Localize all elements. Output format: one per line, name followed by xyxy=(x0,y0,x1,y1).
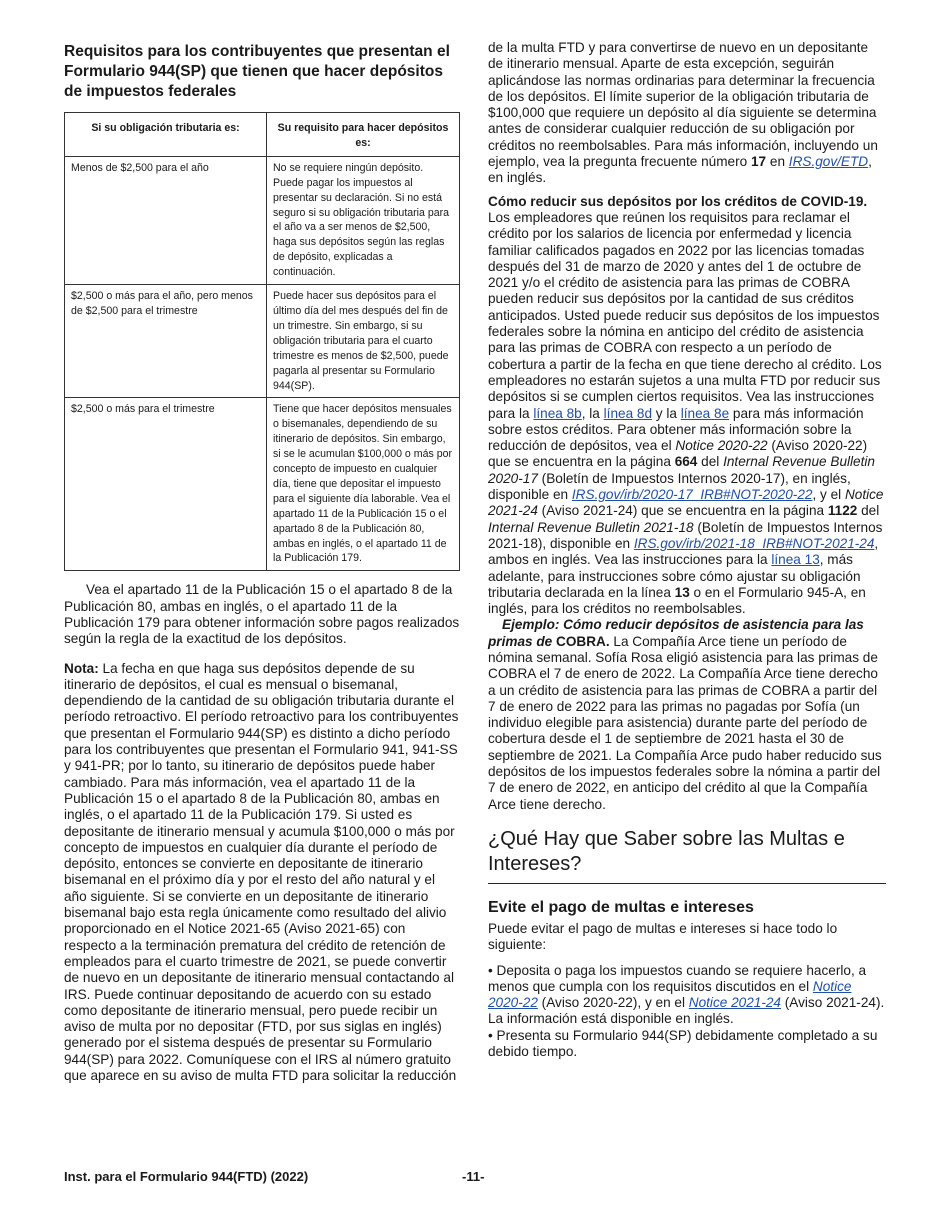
irs-etd-link[interactable]: IRS.gov/ETD xyxy=(788,154,869,170)
table-cell: Puede hacer sus depósitos para el último día del mes después del fin de un trimestre. Sin embargo, si su obligación tributaria para el cuarto trimestre es menos de $2,500, puede pagarla al presentar su Formulario 944(SP). xyxy=(267,285,460,398)
bullet-text: Presenta su Formulario 944(SP) debidamente completado a su debido tiempo. xyxy=(488,1027,878,1060)
table-row xyxy=(65,285,460,398)
list-item xyxy=(488,963,886,1028)
cobra-example-paragraph xyxy=(488,617,886,813)
ftd-text-en: en xyxy=(769,154,786,170)
deposit-requirements-table xyxy=(64,112,460,571)
publication-reference-paragraph: Vea el apartado 11 de la Publicación 15 o el apartado 8 de la Publicación 80, ambas en inglés, o el apartado 11 de la Publicación 179 para obtener información sobre pagos realizados según la regla de la exactitud de los depósitos. xyxy=(64,582,460,647)
deposit-requirements-heading: Requisitos para los contribuyentes que presentan el Formulario 944(SP) que tienen que hacer depósitos de impuestos federales xyxy=(64,43,450,100)
penalties-section-heading: ¿Qué Hay que Saber sobre las Multas e Intereses? xyxy=(488,827,886,884)
note-paragraph xyxy=(64,661,460,1085)
note-text: La fecha en que haga sus depósitos depende de su itinerario de depósitos, el cual es mensual o bisemanal, dependiendo de la cantidad de su obligación tributaria durante el período retroactivo. El período retroactivo para los contribuyentes que presentan el Formulario 944(SP) es distinto a dicho período para los contribuyentes que presentan el Formulario 941, 941-SS y 941-PR; por lo tanto, su itinerario de depósitos puede haber cambiado. Para más información, vea el apartado 11 de la Publicación 15 o el apartado 8 de la Publicación 80, ambas en inglés, o el apartado 11 de la Publicación 179. Si usted es depositante de itinerario mensual y acumula $100,000 o más por concepto de impuestos en cualquier día durante el período de depósito, entonces se convierte en depositante de itinerario bisemanal en el próximo día y por el resto del año natural y el año siguiente. Si se convierte en un depositante de itinerario bisemanal bajo esta regla únicamente como resultado del alivio proporcionado en el Notice 2021-65 (Aviso 2021-65) con respecto a la terminación prematura del crédito de retención de empleados para el cuarto trimestre de 2021, se puede convertir de nuevo en un depositante de itinerario mensual contactando al IRS. Puede continuar depositando de acuerdo con su estado como depositante de itinerario mensual, pero puede recibir un aviso de multa por no depositar (FTD, por sus siglas en inglés) generado por el sistema después de presentar su Formulario 944(SP) para 2022. Comuníquese con el IRS al número gratuito que aparece en su aviso de multa FTD para solicitar la reducción xyxy=(64,660,459,1083)
line-13-ref: 13 xyxy=(674,584,690,600)
notice-2020-22-link[interactable]: Notice 2020-22 xyxy=(488,978,852,1011)
line-8b-link[interactable]: línea 8b xyxy=(533,405,582,421)
page-1122: 1122 xyxy=(827,503,858,519)
line-8d-link[interactable]: línea 8d xyxy=(603,405,653,421)
line-8e-link[interactable]: línea 8e xyxy=(680,405,730,421)
list-item xyxy=(488,1028,886,1061)
left-column xyxy=(64,42,460,1084)
irb-2021-link[interactable]: IRS.gov/irb/2021-18_IRB#NOT-2021-24 xyxy=(633,535,875,551)
bullet-icon: • xyxy=(488,962,493,978)
faq-number: 17 xyxy=(750,154,767,170)
table-header-requirement: Su requisito para hacer depósitos es: xyxy=(267,113,460,157)
example-text: La Compañía Arce tiene un período de nómina semanal. Sofía Rosa eligió asistencia para las primas de COBRA el 7 de enero de 2022. La Compañía Arce tiene derecho a un crédito de asistencia para las primas de COBRA a partir del 7 de enero de 2022 para las primas no pagadas por Sofía (un individuo elegible para asistencia) durante parte del período de cobertura desde el 1 de septiembre de 2021 hasta el 30 de septiembre de 2021. La Compañía Arce pudo haber reducido sus depósitos de los impuestos federales sobre la nómina a partir del 7 de enero de 2022, en anticipo del crédito al que la Compañía Arce tiene derecho. xyxy=(488,633,882,812)
ftd-text: de la multa FTD y para convertirse de nuevo en un depositante de itinerario mensual. Aparte de esta excepción, seguirán aplicándose las normas ordinarias para determinar la frecuencia de los depósitos. El límite superior de la obligación tributaria de $100,000 que requiere un depósito al día siguiente se determina antes de considerar cualquier reducción de su obligación por créditos no reembolsables. Para más información, incluyendo un ejemplo, vea la pregunta frecuente número xyxy=(488,40,878,170)
table-cell: No se requiere ningún depósito. Puede pagar los impuestos al presentar su declaración. Si no está seguro si su obligación tributaria para el año va a ser menos de $2,500, haga sus depósitos según las reglas de depósito, explicadas a continuación. xyxy=(267,156,460,284)
irb-2020-link[interactable]: IRS.gov/irb/2020-17_IRB#NOT-2020-22 xyxy=(571,487,813,503)
bullet-icon: • xyxy=(488,1027,493,1043)
table-cell: Tiene que hacer depósitos mensuales o bisemanales, dependiendo de su itinerario de depósitos. Sin embargo, si se le acumulan $100,000 o más por concepto de impuesto en cualquier día, tiene que depositar el impuesto para el siguiente día laborable. Vea el apartado 11 de la Publicación 15 o el apartado 8 de la Publicación 80, ambas en inglés, o el apartado 11 de la Publicación 179. xyxy=(267,398,460,571)
bullet-text: (Aviso 2021-24). La información está disponible en inglés. xyxy=(488,995,885,1027)
notice-2021-24-link[interactable]: Notice 2021-24 xyxy=(688,995,781,1011)
table-row xyxy=(65,156,460,284)
covid-heading: Cómo reducir sus depósitos por los créditos de COVID-19. xyxy=(488,193,868,209)
example-cobra: COBRA. xyxy=(556,633,610,649)
footer-page-number: -11- xyxy=(462,1169,485,1184)
table-cell: $2,500 o más para el año, pero menos de $2,500 para el trimestre xyxy=(65,285,267,398)
line-13-link[interactable]: línea 13 xyxy=(771,552,820,568)
table-cell: Menos de $2,500 para el año xyxy=(65,156,267,284)
avoid-penalties-subheading: Evite el pago de multas e intereses xyxy=(488,898,754,916)
covid-text: Los empleadores que reúnen los requisitos para reclamar el crédito por los salarios de licencia por enfermedad y licencia familiar calificados pagados en 2022 por las licencias tomadas después del 31 de marzo de 2020 y antes del 1 de octubre de 2021 y/o el crédito de asistencia para las primas de COBRA pueden reducir sus depósitos por la cantidad de sus créditos anticipados. Usted puede reducir sus depósitos de los impuestos federales sobre la nómina en anticipo del crédito de asistencia para las primas de COBRA con respecto a un período de cobertura a partir de la fecha en que tiene derecho al crédito. Los empleadores no estarán sujetos a una multa FTD por reducir sus depósitos si se cumplen ciertos requisitos. Vea las instrucciones para la xyxy=(488,209,882,421)
table-row xyxy=(65,398,460,571)
note-label: Nota: xyxy=(64,660,99,676)
page-664: 664 xyxy=(674,454,698,470)
bullet-text: (Aviso 2020-22), y en el xyxy=(541,995,685,1011)
footer-form-title: Inst. para el Formulario 944(FTD) (2022) xyxy=(64,1169,309,1184)
table-header-obligation: Si su obligación tributaria es: xyxy=(65,113,267,157)
example-heading: Ejemplo: Cómo reducir depósitos de asistencia para las primas de xyxy=(488,617,864,649)
ftd-text-end: , en inglés. xyxy=(488,154,872,186)
right-column xyxy=(488,40,886,1060)
ftd-continuation-paragraph xyxy=(488,40,886,187)
bullet-text: Deposita o paga los impuestos cuando se requiere hacerlo, a menos que cumpla con los requisitos discutidos en el xyxy=(488,962,867,994)
table-header-row xyxy=(65,113,460,157)
covid-credits-paragraph: Cómo reducir sus depósitos por los créditos de COVID-19. Los empleadores que reúnen los requisitos para reclamar el crédito por los salarios de licencia por enfermedad y licencia familiar calificados pagados en 2022 por las licencias tomadas después del 31 de marzo de 2020 y antes del 1 de octubre de 2021 y/o el crédito de asistencia para las primas de COBRA pueden reducir sus depósitos por la cantidad de sus créditos anticipados. Usted puede reducir sus depósitos de los impuestos federales sobre la nómina en anticipo del crédito de asistencia para las primas de COBRA con respecto a un período de cobertura a partir de la fecha en que tiene derecho al crédito. Los empleadores no estarán sujetos a una multa FTD por reducir sus depósitos si se cumplen ciertos requisitos. Vea las instrucciones para la línea 8b, la línea 8d y la línea 8e para más información sobre estos créditos. Para obtener más información sobre la reducción de depósitos, vea el Notice 2020-22 (Aviso 2020-22) que se encuentra en la página 664 del Internal Revenue Bulletin 2020-17 (Boletín de Impuestos Internos 2020-17), en inglés, disponible en IRS.gov/irb/2020-17_IRB#NOT-2020-22, y el Notice 2021-24 (Aviso 2021-24) que se encuentra en la página 1122 del Internal Revenue Bulletin 2021-18 (Boletín de Impuestos Internos 2021-18), disponible en IRS.gov/irb/2021-18_IRB#NOT-2021-24, ambos en inglés. Vea las instrucciones para la línea 13, más adelante, para instrucciones sobre cómo ajustar su obligación tributaria declarada en la línea 13 o en el Formulario 945-A, en inglés, para los créditos no reembolsables. xyxy=(488,193,884,617)
table-cell: $2,500 o más para el trimestre xyxy=(65,398,267,571)
avoid-penalties-intro: Puede evitar el pago de multas e intereses si hace todo lo siguiente: xyxy=(488,920,838,953)
